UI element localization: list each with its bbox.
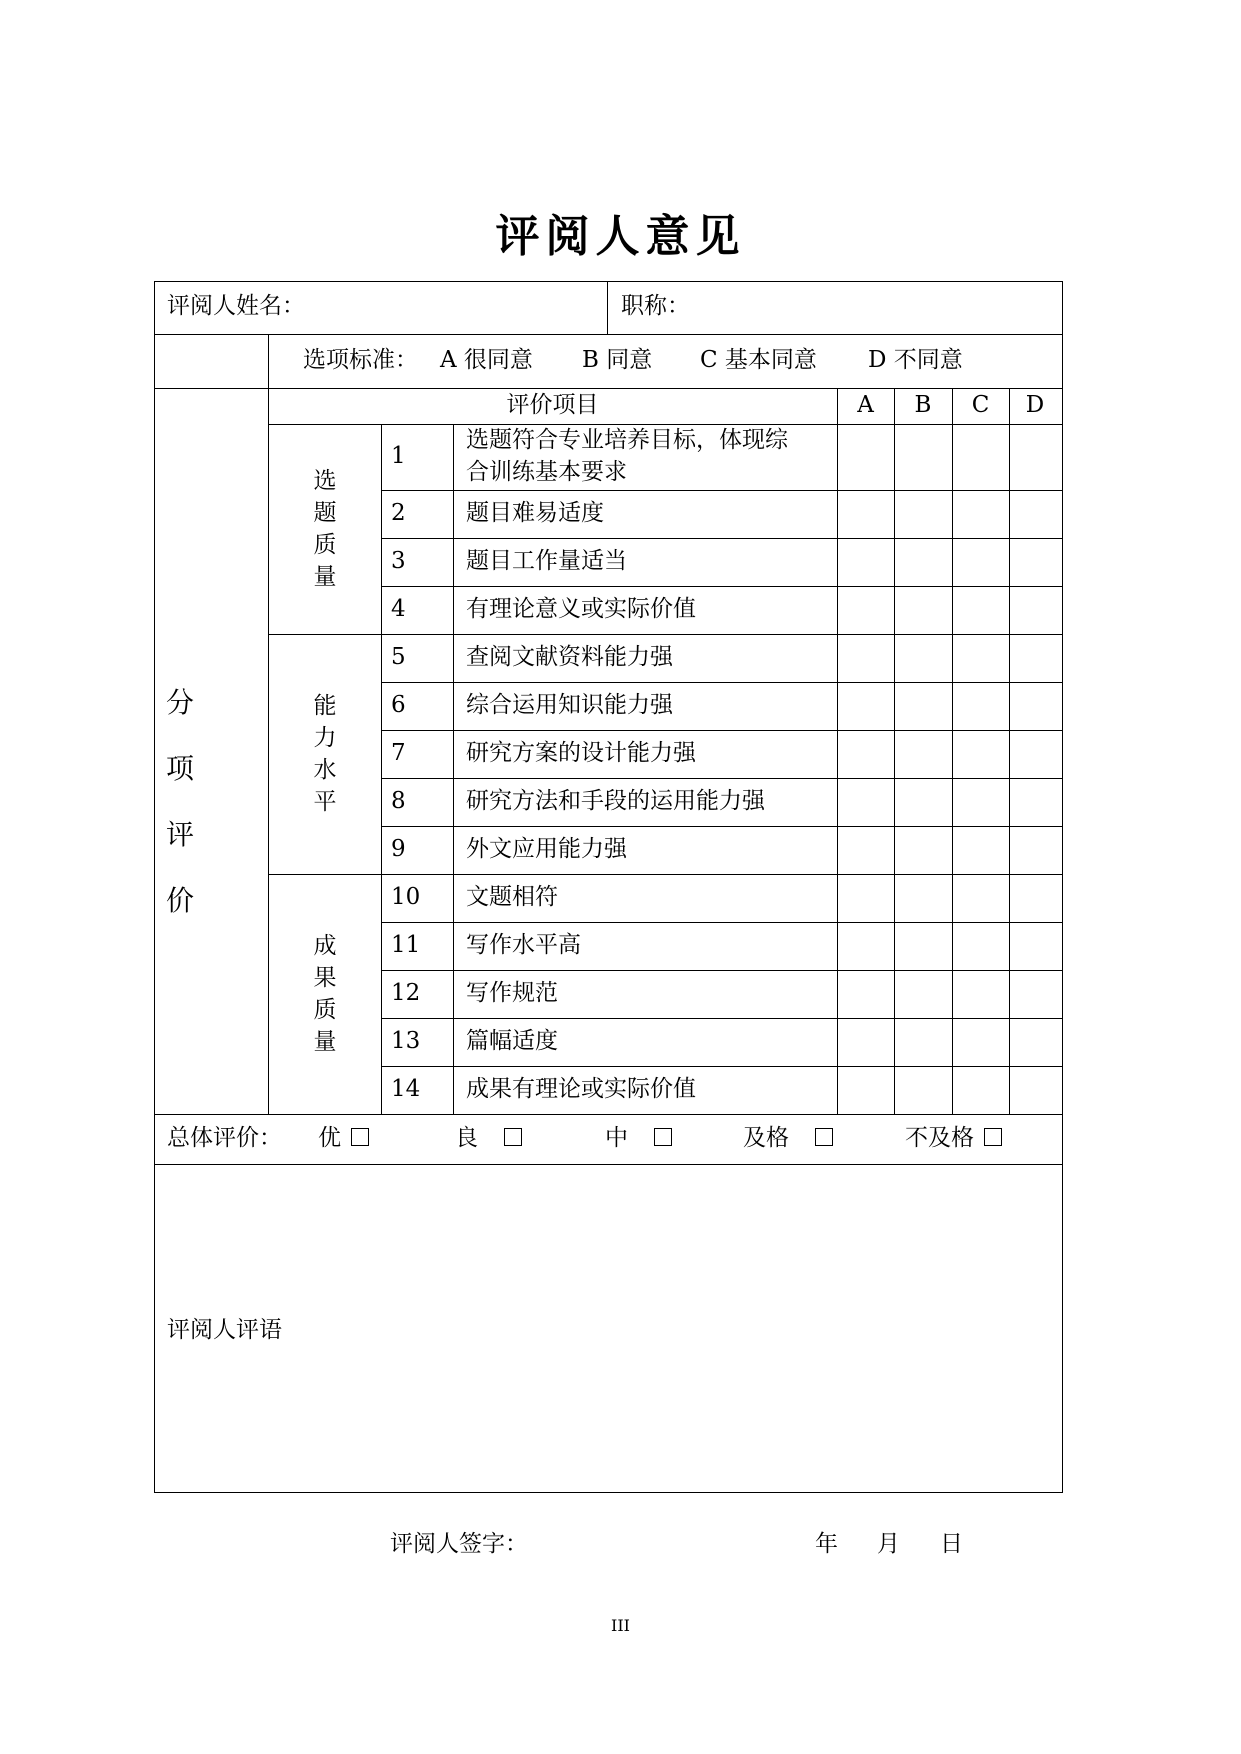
item-number: 11 [391,932,421,958]
row-divider [154,388,1063,389]
col-divider [894,388,895,1114]
grade-excellent[interactable] [318,1124,369,1154]
standard-option-a: A 很同意 [440,347,533,373]
item-number: 3 [391,548,406,574]
reviewer-name-label: 评阅人姓名： [167,293,305,319]
col-divider [607,281,608,334]
section-char: 项 [165,752,194,785]
group-char: 能 [313,693,337,719]
group-label-topic-quality [310,465,340,593]
row-divider [268,634,1063,635]
grade-label: 优 [318,1125,341,1151]
group-char: 质 [313,532,337,558]
row-divider [381,586,1063,587]
grade-checkbox[interactable] [654,1128,672,1146]
grade-medium[interactable] [605,1124,672,1154]
page-title: 评阅人意见 [495,211,746,262]
date-month-label: 月 [877,1531,900,1557]
row-divider [154,1114,1063,1115]
item-text: 文题相符 [466,884,558,910]
comment-label: 评阅人评语 [167,1317,282,1343]
column-header-a: A [857,392,874,418]
group-char: 质 [313,997,337,1023]
row-divider [381,538,1063,539]
col-divider [453,424,454,1114]
grade-checkbox[interactable] [815,1128,833,1146]
date-year-label: 年 [815,1531,838,1557]
grade-label: 中 [605,1125,628,1151]
group-char: 成 [313,933,337,959]
item-number: 7 [391,740,406,766]
item-column-header: 评价项目 [506,392,599,418]
reviewer-title-label: 职称： [621,293,690,319]
row-divider [381,970,1063,971]
item-text: 题目难易适度 [466,500,604,526]
item-text: 研究方法和手段的运用能力强 [466,788,765,814]
item-number: 1 [391,443,406,469]
group-char: 力 [313,725,337,751]
item-text: 选题符合专业培养目标，体现综 [466,427,788,453]
standard-option-d: D 不同意 [868,347,963,373]
item-text: 成果有理论或实际价值 [466,1076,696,1102]
row-divider [268,874,1063,875]
item-text: 写作规范 [466,980,558,1006]
item-text: 篇幅适度 [466,1028,558,1054]
group-char: 水 [313,757,337,783]
grade-label: 不及格 [905,1125,974,1151]
item-number: 2 [391,500,406,526]
grade-label: 及格 [743,1125,789,1151]
item-text: 查阅文献资料能力强 [466,644,673,670]
row-divider [381,1066,1063,1067]
grade-pass[interactable] [743,1124,833,1154]
item-number: 5 [391,644,406,670]
group-char: 量 [313,564,337,590]
group-char: 平 [313,789,337,815]
row-divider [381,826,1063,827]
item-text: 题目工作量适当 [466,548,627,574]
standard-option-c: C 基本同意 [700,347,817,373]
group-char: 选 [313,468,337,494]
item-text: 写作水平高 [466,932,581,958]
item-text-continued: 合训练基本要求 [466,459,627,485]
row-divider [381,682,1063,683]
col-divider [268,334,269,1114]
page-number: III [611,1616,630,1635]
item-number: 10 [391,884,421,910]
section-char: 价 [165,884,194,917]
group-char: 果 [313,965,337,991]
column-header-b: B [914,392,932,418]
item-number: 9 [391,836,406,862]
grade-fail[interactable] [905,1124,1002,1154]
standard-option-b: B 同意 [582,347,653,373]
item-number: 8 [391,788,406,814]
group-label-ability-level [310,690,340,818]
signature-label: 评阅人签字： [390,1531,528,1557]
item-text: 综合运用知识能力强 [466,692,673,718]
item-text: 研究方案的设计能力强 [466,740,696,766]
section-char: 分 [165,686,194,719]
row-divider [381,490,1063,491]
grade-checkbox[interactable] [351,1128,369,1146]
standard-label: 选项标准： [303,347,418,373]
item-number: 13 [391,1028,421,1054]
group-char: 量 [313,1029,337,1055]
row-divider [154,334,1063,335]
date-day-label: 日 [940,1531,963,1557]
column-header-c: C [971,392,990,418]
col-divider [952,388,953,1114]
row-divider [381,922,1063,923]
col-divider [381,424,382,1114]
item-text: 外文应用能力强 [466,836,627,862]
col-divider [1009,388,1010,1114]
row-divider [381,1018,1063,1019]
row-divider [381,778,1063,779]
grade-label: 良 [455,1125,478,1151]
row-divider [381,730,1063,731]
grade-checkbox[interactable] [504,1128,522,1146]
item-number: 12 [391,980,421,1006]
grade-good[interactable] [455,1124,522,1154]
section-char: 评 [165,818,194,851]
grade-checkbox[interactable] [984,1128,1002,1146]
group-char: 题 [313,500,337,526]
item-text: 有理论意义或实际价值 [466,596,696,622]
row-divider [154,1164,1063,1165]
section-label [160,670,200,934]
item-number: 4 [391,596,406,622]
comment-area[interactable] [300,1168,1058,1488]
item-number: 6 [391,692,406,718]
overall-label: 总体评价： [167,1125,282,1151]
group-label-result-quality [310,930,340,1058]
signature-field[interactable] [530,1528,790,1562]
row-divider [268,424,1063,425]
col-divider [837,388,838,1114]
column-header-d: D [1025,392,1045,418]
item-number: 14 [391,1076,421,1102]
